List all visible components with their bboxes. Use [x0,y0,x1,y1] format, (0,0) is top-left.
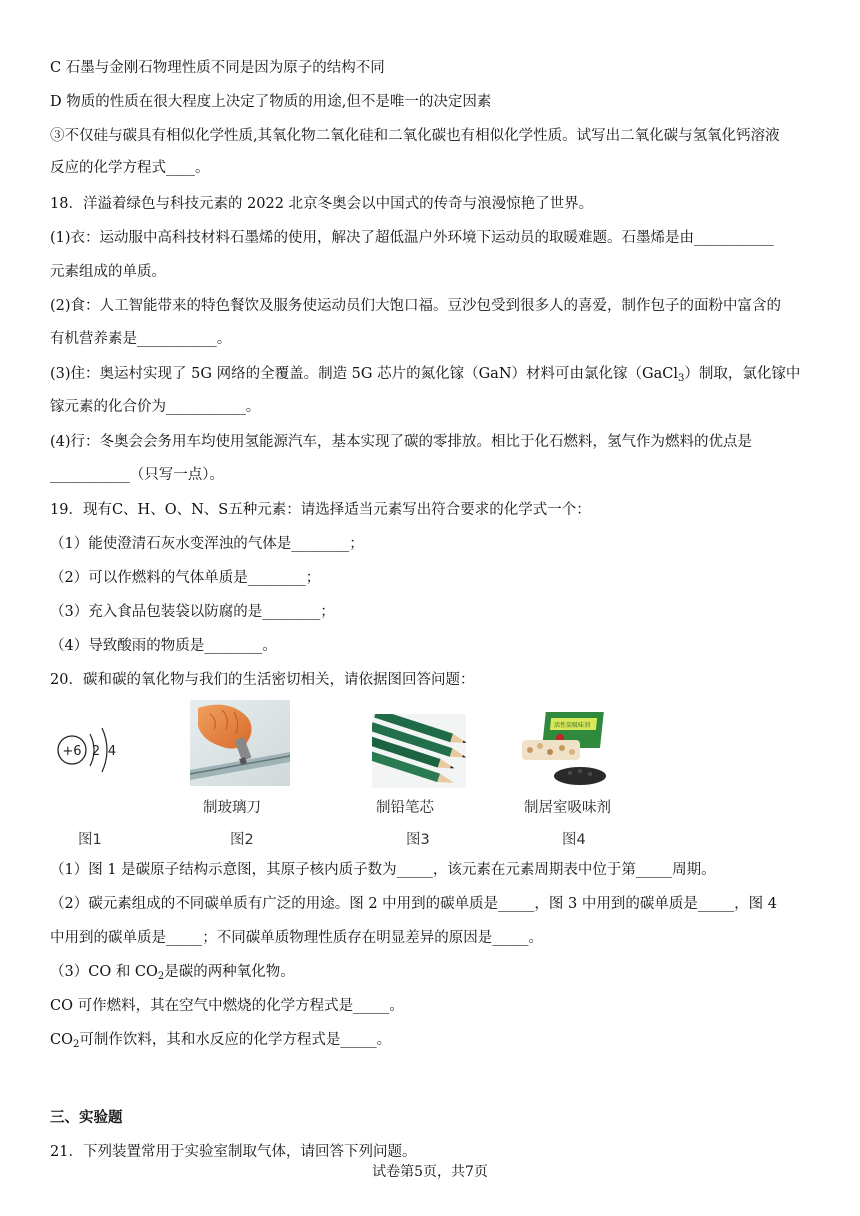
text: ）制取，氯化镓中 [684,366,801,382]
question-20-3-co: CO 可作燃料，其在空气中燃烧的化学方程式是_____。 [50,998,404,1014]
question-18-1: (1)衣：运动服中高科技材料石墨烯的使用，解决了超低温户外环境下运动员的取暖难题。石墨烯是由___________ [50,230,774,246]
page-footer: 试卷第5页，共7页 [372,1164,488,1180]
nucleus-charge: +6 [62,744,82,759]
question-20-3-co2 [50,1030,820,1050]
text: CO [50,1032,73,1048]
carbon-atom-diagram [50,722,140,782]
question-19-4: （4）导致酸雨的物质是________。 [50,638,277,654]
shell-arc-2 [102,728,107,772]
box-label: 活性炭吸味剂 [553,722,591,729]
question-19-1: （1）能使澄清石灰水变浑浊的气体是________； [50,536,364,552]
shell-1-electrons: 2 [91,744,101,759]
text: (3)住：奥运村实现了 5G 网络的全覆盖。制造 5G 芯片的氮化镓（GaN）材料可由氯化镓（GaCl [50,366,678,382]
caption-pencil-lead: 制铅笔芯 [376,800,434,816]
question-19-2: （2）可以作燃料的气体单质是________； [50,570,321,586]
question-17-part3: ③不仅硅与碳具有相似化学性质,其氧化物二氧化硅和二氧化碳也有相似化学性质。试写出二氧化碳与氢氧化钙溶液 [50,128,780,144]
question-18-2: (2)食：人工智能带来的特色餐饮及服务使运动员们大饱口福。豆沙包受到很多人的喜爱，制作包子的面粉中富含的 [50,298,782,314]
question-18-stem: 18．洋溢着绿色与科技元素的 2022 北京冬奥会以中国式的传奇与浪漫惊艳了世界。 [50,196,594,212]
figure-label-4: 图4 [562,832,586,848]
text: 是碳的两种氧化物。 [164,964,295,980]
subscript: 2 [72,1039,80,1050]
figure-label-1: 图1 [78,832,102,848]
option-c: C 石墨与金刚石物理性质不同是因为原子的结构不同 [50,60,385,76]
question-20-2-cont: 中用到的碳单质是_____；不同碳单质物理性质存在明显差异的原因是_____。 [50,930,543,946]
figures-row [50,700,820,860]
section-heading-experiment: 三、实验题 [50,1109,123,1126]
question-18-2-cont: 有机营养素是___________。 [50,331,232,347]
question-19-3: （3）充入食品包装袋以防腐的是________； [50,604,335,620]
question-18-3-cont: 镓元素的化合价为___________。 [50,399,261,415]
shell-2-electrons: 4 [107,744,117,759]
question-18-1-cont: 元素组成的单质。 [50,264,166,280]
caption-glass-cutter: 制玻璃刀 [203,800,261,816]
question-18-4: (4)行：冬奥会会务用车均使用氢能源汽车，基本实现了碳的零排放。相比于化石燃料，氢气作为燃料的优点是 [50,434,753,450]
question-17-part3-cont: 反应的化学方程式____。 [50,160,210,176]
glass-cutter-photo [190,700,290,786]
question-18-4-cont: ___________（只写一点）。 [50,467,224,483]
subscript: 3 [677,373,685,384]
question-20-1: （1）图 1 是碳原子结构示意图，其原子核内质子数为_____，该元素在元素周期表中位于第_____周期。 [50,862,716,878]
question-21-stem: 21．下列装置常用于实验室制取气体，请回答下列问题。 [50,1144,417,1160]
caption-deodorizer: 制居室吸味剂 [524,800,611,816]
option-d: D 物质的性质在很大程度上决定了物质的用途,但不是唯一的决定因素 [50,94,492,110]
pencils-photo [372,714,466,788]
text: （3）CO 和 CO [50,964,158,980]
question-20-stem: 20．碳和碳的氧化物与我们的生活密切相关，请依据图回答问题： [50,672,475,688]
figure-label-2: 图2 [230,832,254,848]
charcoal-deodorizer-photo [518,710,610,786]
question-20-2: （2）碳元素组成的不同碳单质有广泛的用途。图 2 中用到的碳单质是_____，图 3 中用到的碳单质是_____，图 4 [50,896,777,912]
text: 可制作饮料，其和水反应的化学方程式是_____。 [79,1032,392,1048]
subscript: 2 [157,971,165,982]
question-20-3 [50,962,820,982]
question-19-stem: 19．现有C、H、O、N、S五种元素：请选择适当元素写出符合要求的化学式一个： [50,502,591,518]
question-18-3 [50,364,820,384]
figure-label-3: 图3 [406,832,430,848]
